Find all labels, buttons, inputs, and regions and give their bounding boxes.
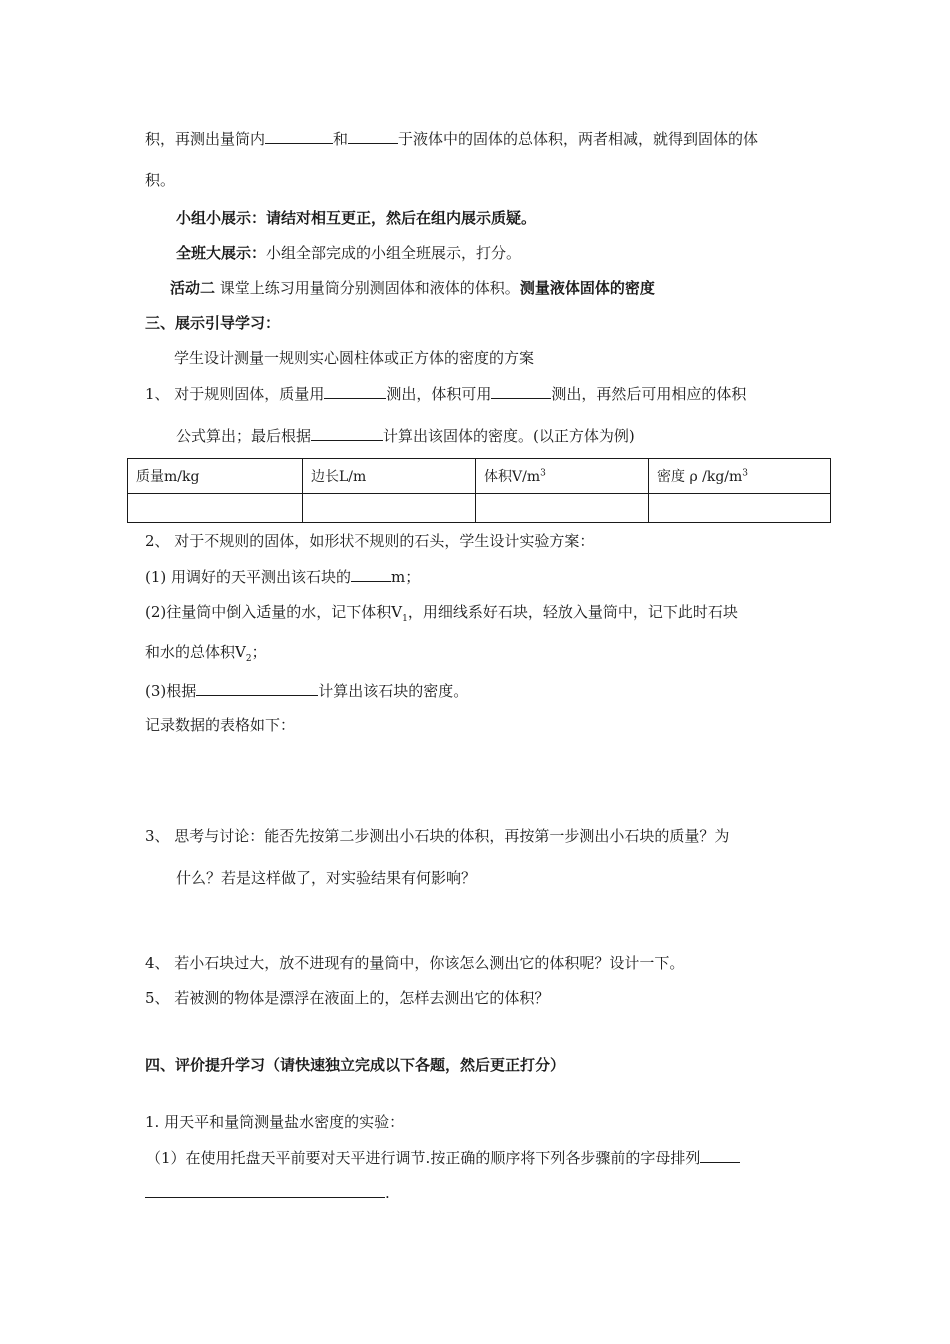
text: 1. 用天平和量筒测量盐水密度的实验： xyxy=(145,1113,405,1131)
text: 积，再测出量筒内 xyxy=(145,130,266,148)
text-line xyxy=(145,128,758,149)
text: m； xyxy=(391,568,421,586)
text: 计算出该固体的密度。(以正方体为例) xyxy=(383,427,635,445)
text-line xyxy=(174,348,534,368)
text: 计算出该石块的密度。 xyxy=(318,682,469,700)
text: 和 xyxy=(333,130,349,148)
step-3 xyxy=(145,680,468,701)
text: ； xyxy=(251,643,267,661)
problem-1 xyxy=(145,1112,404,1132)
label: 活动二 xyxy=(170,279,216,297)
step-2-cont: 和水的总体积$V_2$； xyxy=(145,643,267,664)
text: 课堂上练习用量筒分别测固体和液体的体积。 xyxy=(219,279,520,297)
text: 4、 若小石块过大，放不进现有的量筒中，你该怎么测出它的体积呢？设计一下。 xyxy=(145,954,685,972)
text: 于液体中的固体的总体积，两者相减，就得到固体的体 xyxy=(398,130,759,148)
text: （1）在使用托盘天平前要对天平进行调节.按正确的顺序将下列各步骤前的字母排列 xyxy=(146,1149,701,1167)
text: 请结对相互更正，然后在组内展示质疑。 xyxy=(266,209,537,227)
fill-blank[interactable] xyxy=(491,383,551,399)
text: 公式算出；最后根据 xyxy=(176,427,312,445)
section-heading xyxy=(145,313,280,333)
text: 小组全部完成的小组全班展示，打分。 xyxy=(266,244,522,262)
question-5 xyxy=(145,988,549,1008)
text: 测出，体积可用 xyxy=(386,385,492,403)
fill-blank[interactable] xyxy=(145,1182,385,1198)
question-3-cont xyxy=(176,868,476,888)
text: 和水的总体积V xyxy=(145,643,246,661)
problem-1-1-cont xyxy=(145,1182,390,1203)
text-line xyxy=(145,715,295,735)
class-show xyxy=(176,243,521,263)
fill-blank[interactable] xyxy=(351,566,391,582)
question-4 xyxy=(145,953,684,973)
table-header: 质量m/kg xyxy=(128,459,303,494)
table-row xyxy=(128,459,831,494)
data-table xyxy=(127,458,831,523)
question-2 xyxy=(145,531,594,551)
fill-blank[interactable] xyxy=(324,383,386,399)
table-row xyxy=(128,494,831,523)
text: 记录数据的表格如下： xyxy=(145,716,296,734)
text: 学生设计测量一规则实心圆柱体或正方体的密度的方案 xyxy=(174,349,535,367)
text: (1) 用调好的天平测出该石块的 xyxy=(145,568,352,586)
text: ，用细线系好石块，轻放入量筒中，记下此时石块 xyxy=(407,603,738,621)
text: 3、 思考与讨论：能否先按第二步测出小石块的体积，再按第一步测出小石块的质量？为 xyxy=(145,827,730,845)
question-3 xyxy=(145,826,729,846)
question-1 xyxy=(145,383,746,404)
fill-blank[interactable] xyxy=(196,680,318,696)
table-header: 体积$V/m^3$ xyxy=(476,459,649,494)
text: 测出，再然后可用相应的体积 xyxy=(551,385,747,403)
text: 2、 对于不规则的固体，如形状不规则的石头，学生设计实验方案： xyxy=(145,532,595,550)
problem-1-1 xyxy=(146,1147,740,1168)
text: 什么？若是这样做了，对实验结果有何影响？ xyxy=(176,869,477,887)
heading: 四、评价提升学习（请快速独立完成以下各题，然后更正打分） xyxy=(145,1056,566,1074)
fill-blank[interactable] xyxy=(700,1147,740,1163)
step-2: (2)往量筒中倒入适量的水，记下体积$V_1$，用细线系好石块，轻放入量筒中，记下此时石块 xyxy=(145,603,738,624)
fill-blank[interactable] xyxy=(311,425,383,441)
text: 测量液体固体的密度 xyxy=(519,279,655,297)
section-heading xyxy=(145,1055,565,1075)
text: . xyxy=(385,1184,390,1202)
table-header: 边长L/m xyxy=(303,459,476,494)
table-cell[interactable] xyxy=(303,494,476,523)
text: (2)往量筒中倒入适量的水，记下体积V xyxy=(145,603,403,621)
small-group-show xyxy=(176,208,536,228)
table-header: 密度 ρ $/kg/m^3$ xyxy=(649,459,831,494)
heading: 三、展示引导学习： xyxy=(145,314,281,332)
fill-blank[interactable] xyxy=(265,128,333,144)
question-1-cont xyxy=(176,425,635,446)
table-cell[interactable] xyxy=(476,494,649,523)
table-cell[interactable] xyxy=(128,494,303,523)
label: 小组小展示： xyxy=(176,209,267,227)
text: 1、 对于规则固体，质量用 xyxy=(145,385,325,403)
fill-blank[interactable] xyxy=(348,128,398,144)
table-cell[interactable] xyxy=(649,494,831,523)
activity-two xyxy=(170,278,655,298)
text-line xyxy=(145,170,175,190)
step-1 xyxy=(145,566,420,587)
label: 全班大展示： xyxy=(176,244,267,262)
text: 积。 xyxy=(145,171,176,189)
text: (3)根据 xyxy=(145,682,197,700)
text: 5、 若被测的物体是漂浮在液面上的，怎样去测出它的体积？ xyxy=(145,989,550,1007)
